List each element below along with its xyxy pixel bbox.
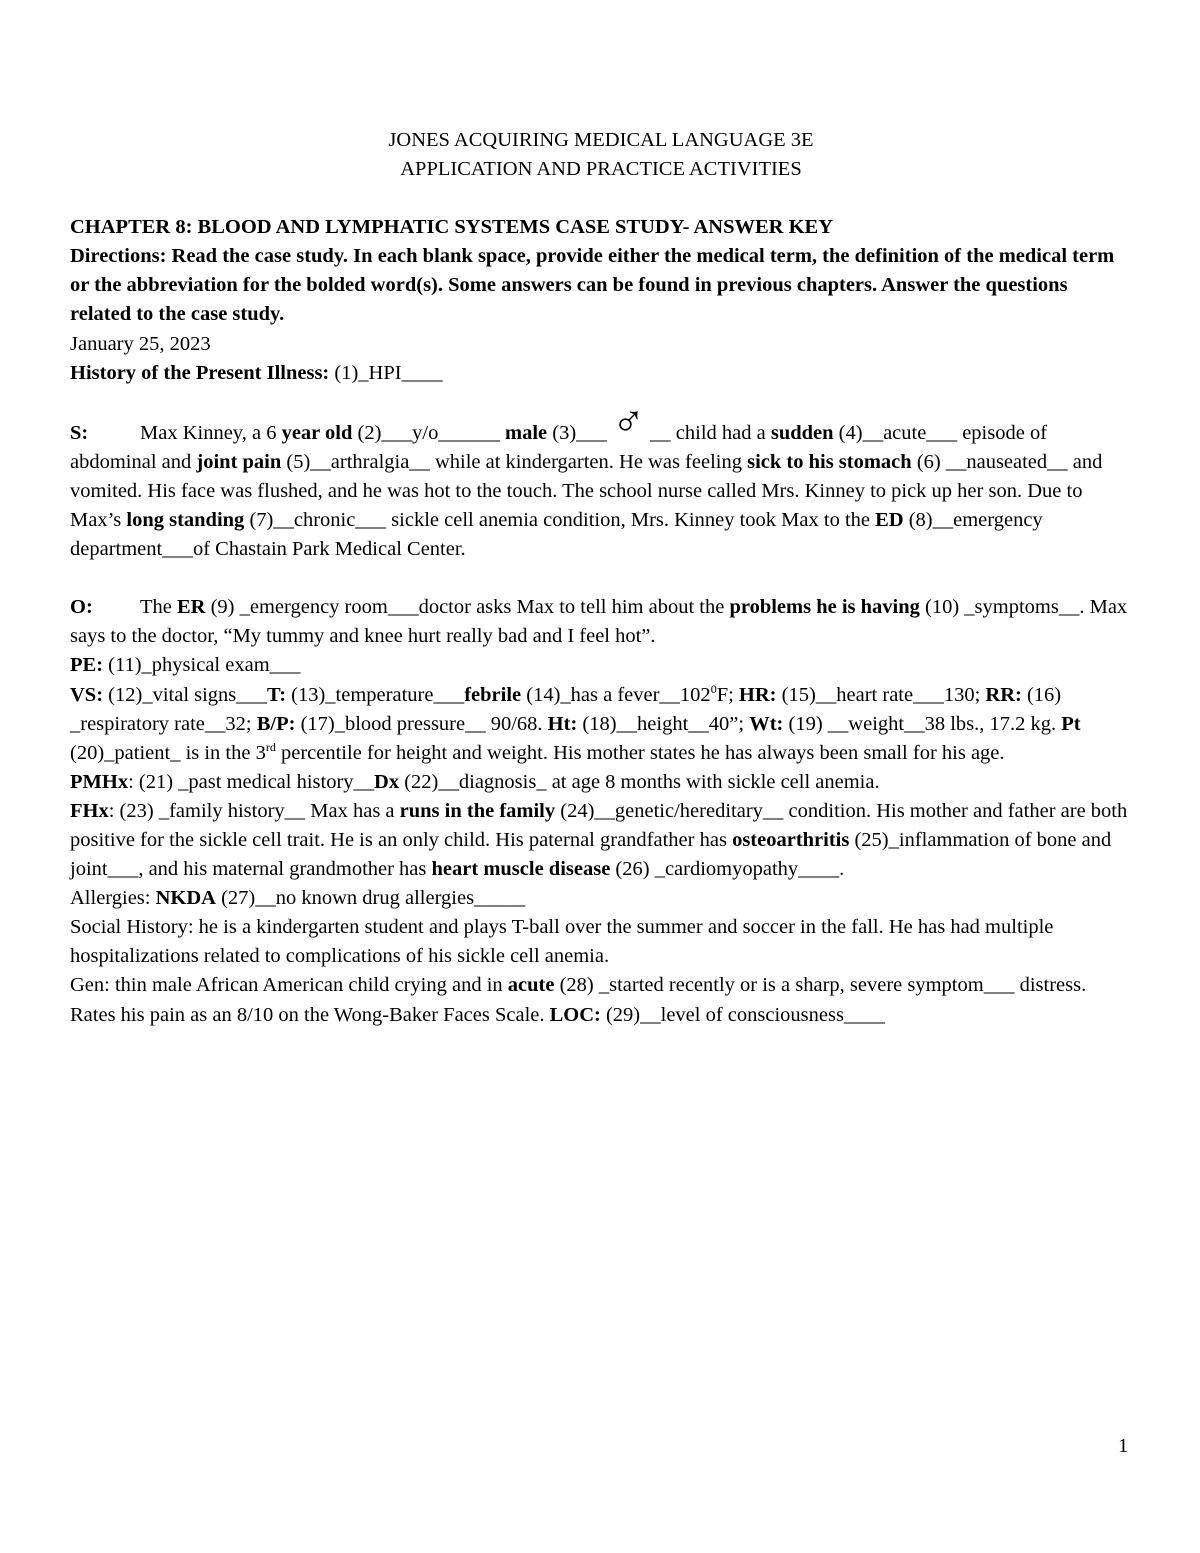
vs-text-4: (15)__heart rate___130; (776, 683, 986, 706)
loc-label: LOC: (549, 1003, 601, 1026)
header-line-1: JONES ACQUIRING MEDICAL LANGUAGE 3E (388, 129, 814, 151)
s-text-2: (2)___y/o______ (352, 421, 505, 444)
rr-label: RR: (985, 683, 1022, 706)
fhx-bold-2: osteoarthritis (732, 828, 850, 851)
allergies-text-1: Allergies: (70, 887, 156, 910)
vs-text-2: (13)_temperature___ (286, 683, 465, 706)
s-label: S: (70, 421, 89, 444)
allergies-text-2: (27)__no known drug allergies_____ (215, 887, 526, 910)
social-history: Social History: he is a kindergarten student and plays T-ball over the summer and soccer in the fall. He has had multiple hospitalizations related to complications of his sickle cell anemia. (70, 916, 1054, 968)
chapter-title: CHAPTER 8: BLOOD AND LYMPHATIC SYSTEMS CASE STUDY- ANSWER KEY (70, 216, 834, 239)
s-text-6: (5)__arthralgia__ while at kindergarten. He was feeling (281, 450, 748, 473)
s-bold-3: sudden (770, 421, 834, 444)
fhx-bold-3: heart muscle disease (431, 858, 611, 881)
header-line-2: APPLICATION AND PRACTICE ACTIVITIES (400, 158, 802, 181)
date: January 25, 2023 (70, 332, 211, 355)
objective-paragraph (70, 593, 1132, 651)
vs-text-7: (18)__height__40”; (577, 712, 750, 735)
gen-text-1: Gen: thin male African American child crying and in (70, 974, 508, 997)
nkda-label: NKDA (155, 887, 216, 910)
s-text-8: (7)__chronic___ sickle cell anemia condition, Mrs. Kinney took Max to the (244, 509, 876, 532)
hr-label: HR: (738, 683, 777, 706)
hpi-label: History of the Present Illness: (70, 361, 330, 384)
o-bold-2: problems he is having (729, 596, 920, 619)
o-bold-1: ER (177, 596, 206, 619)
s-bold-5: sick to his stomach (747, 450, 912, 473)
fhx-label: FHx (70, 799, 109, 822)
o-text-2: (9) _emergency room___doctor asks Max to tell him about the (205, 596, 730, 619)
vs-text-1: (12)_vital signs___ (103, 683, 268, 706)
vs-label: VS: (70, 683, 104, 706)
s-bold-4: joint pain (196, 450, 282, 473)
hpi-answer: (1)_HPI____ (329, 361, 443, 384)
directions: Directions: Read the case study. In each blank space, provide either the medical term, the definition of the medical term or the abbreviation for the bolded word(s). Some answers can be found in previous chapters. Answer the questions related to the case study. (70, 245, 1115, 326)
fhx-bold-1: runs in the family (399, 799, 556, 822)
fhx-text-1: : (23) _family history__ Max has a (108, 799, 400, 822)
s-text-5: (4)__acute___ episode of abdominal and (70, 421, 1048, 473)
gen-text-3: (29)__level of consciousness____ (600, 1003, 885, 1026)
bp-label: B/P: (256, 712, 296, 735)
allergies-line (70, 884, 1132, 913)
gen-bold-1: acute (507, 974, 555, 997)
s-bold-2: male (505, 421, 548, 444)
gen-text-2: (28) _started recently or is a sharp, severe symptom___ distress. Rates his pain as an 8/10 on the Wong-Baker Faces Scale. (70, 974, 1087, 1026)
rd-sup: rd (265, 739, 276, 754)
pe-answer: (11)_physical exam___ (103, 654, 301, 677)
pe-label: PE: (70, 654, 104, 677)
fhx-text-3: (25)_inflammation of bone and joint___, and his maternal grandmother has (70, 828, 1112, 881)
s-bold-7: ED (875, 509, 904, 532)
s-text-3: (3)___ (547, 421, 613, 444)
pt-label: Pt (1061, 712, 1081, 735)
male-symbol-icon: ♂ (612, 396, 646, 446)
vs-text-10: percentile for height and weight. His mother states he has always been small for his age. (275, 741, 1005, 764)
pmhx-text-1: : (21) _past medical history__ (128, 770, 375, 793)
s-text-4: __ child had a (645, 421, 771, 444)
document-body (70, 126, 1132, 1030)
pmhx-text-2: (22)__diagnosis_ at age 8 months with sickle cell anemia. (399, 770, 880, 793)
vs-text-5: (16) _respiratory rate__32; (70, 683, 1062, 735)
s-text-1: Max Kinney, a 6 (140, 421, 282, 444)
o-label: O: (70, 596, 93, 619)
s-bold-1: year old (281, 421, 353, 444)
o-text-1: The (140, 596, 177, 619)
vs-text-9: (20)_patient_ is in the 3 (70, 741, 266, 764)
s-bold-6: long standing (126, 509, 245, 532)
vs-text-8: (19) __weight__38 lbs., 17.2 kg. (783, 712, 1062, 735)
vs-text-3b: F; (716, 683, 739, 706)
vs-text-3: (14)_has a fever__102 (521, 683, 711, 706)
pmhx-label: PMHx (70, 770, 129, 793)
subjective-paragraph (70, 396, 1132, 564)
s-text-9: (8)__emergency department___of Chastain Park Medical Center. (70, 509, 1043, 561)
pmhx-line (70, 768, 1132, 797)
degree-sup: 0 (710, 681, 717, 696)
fhx-text-4: (26) _cardiomyopathy____. (610, 858, 845, 881)
page-number: 1 (1118, 1435, 1129, 1457)
vital-signs-paragraph (70, 681, 1132, 768)
febrile-label: febrile (464, 683, 522, 706)
hpi-line (70, 359, 1132, 388)
s-text-7: (6) __nauseated__ and vomited. His face was flushed, and he was hot to the touch. The school nurse called Mrs. Kinney to pick up her son. Due to Max’s (70, 450, 1103, 532)
fhx-paragraph (70, 797, 1132, 884)
t-label: T: (267, 683, 287, 706)
fhx-text-2: (24)__genetic/hereditary__ condition. His mother and father are both positive for the sickle cell trait. He is an only child. His paternal grandfather has (70, 799, 1128, 851)
wt-label: Wt: (749, 712, 784, 735)
ht-label: Ht: (547, 712, 578, 735)
pe-line (70, 651, 1132, 680)
o-text-3: (10) _symptoms__. Max says to the doctor, “My tummy and knee hurt really bad and I feel hot”. (70, 596, 1128, 648)
vs-text-6: (17)_blood pressure__ 90/68. (295, 712, 548, 735)
dx-label: Dx (374, 770, 400, 793)
gen-paragraph (70, 971, 1132, 1029)
